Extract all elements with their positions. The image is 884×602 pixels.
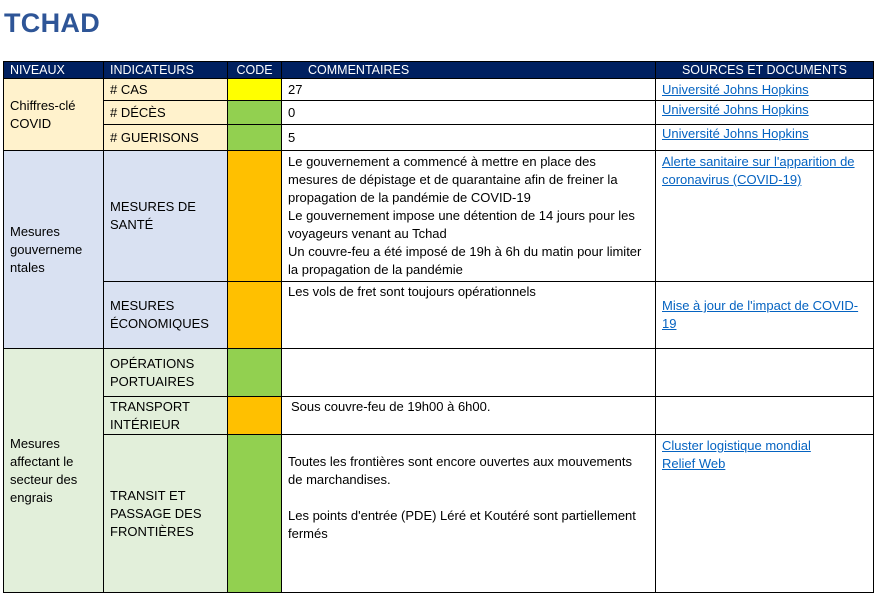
comment-spacer (288, 489, 649, 507)
comment-transport: Sous couvre-feu de 19h00 à 6h00. (282, 397, 656, 435)
source-ports (656, 349, 874, 397)
comment-health-2: Le gouvernement impose une détention de 14 jours pour les voyageurs venant au Tchad (288, 208, 635, 241)
code-transport (228, 397, 282, 435)
comment-economic: Les vols de fret sont toujours opérationnels (282, 282, 656, 349)
indicator-borders: TRANSIT ET PASSAGE DES FRONTIÈRES (104, 435, 228, 593)
table-row-health (4, 151, 874, 282)
indicator-deaths: # DÉCÈS (104, 101, 228, 125)
header-levels: NIVEAUX (4, 62, 104, 79)
code-ports (228, 349, 282, 397)
source-link-recoveries[interactable]: Université Johns Hopkins (662, 126, 809, 141)
comment-deaths: 0 (282, 101, 656, 125)
header-code: CODE (228, 62, 282, 79)
comment-borders-2: Les points d'entrée (PDE) Léré et Koutéré sont partiellement fermés (288, 508, 636, 541)
code-health (228, 151, 282, 282)
source-link-economic[interactable]: Mise à jour de l'impact de COVID-19 (662, 298, 859, 331)
comment-cases: 27 (282, 79, 656, 101)
table-row-recoveries (4, 125, 874, 151)
header-row (4, 62, 874, 79)
source-health (656, 151, 874, 282)
indicator-ports: OPÉRATIONS PORTUAIRES (104, 349, 228, 397)
indicator-cases: # CAS (104, 79, 228, 101)
header-sources: SOURCES ET DOCUMENTS (656, 62, 874, 79)
comment-health (282, 151, 656, 282)
comment-borders-1: Toutes les frontières sont encore ouvertes aux mouvements de marchandises. (288, 454, 632, 487)
header-comments: COMMENTAIRES (282, 62, 656, 79)
source-economic (656, 282, 874, 349)
header-indicators: INDICATEURS (104, 62, 228, 79)
table-row-economic (4, 282, 874, 349)
source-link-deaths[interactable]: Université Johns Hopkins (662, 102, 809, 117)
indicator-recoveries: # GUERISONS (104, 125, 228, 151)
comment-health-3: Un couvre-feu a été imposé de 19h à 6h du matin pour limiter la propagation de la pandémie (288, 244, 642, 277)
code-deaths (228, 101, 282, 125)
comment-borders (282, 435, 656, 593)
country-status-table (3, 61, 874, 593)
source-recoveries (656, 125, 874, 151)
code-cases (228, 79, 282, 101)
table-row-ports (4, 349, 874, 397)
level-covid: Chiffres-clé COVID (4, 79, 104, 151)
indicator-economic: MESURES ÉCONOMIQUES (104, 282, 228, 349)
comment-ports (282, 349, 656, 397)
source-cases (656, 79, 874, 101)
source-link-reliefweb[interactable]: Relief Web (662, 456, 726, 471)
table-row-deaths (4, 101, 874, 125)
source-deaths (656, 101, 874, 125)
source-link-logistics-cluster[interactable]: Cluster logistique mondial (662, 438, 811, 453)
table-row-borders (4, 435, 874, 593)
comment-recoveries: 5 (282, 125, 656, 151)
source-link-health[interactable]: Alerte sanitaire sur l'apparition de coronavirus (COVID-19) (662, 154, 855, 187)
source-transport (656, 397, 874, 435)
code-recoveries (228, 125, 282, 151)
indicator-transport: TRANSPORT INTÉRIEUR (104, 397, 228, 435)
table-row-transport (4, 397, 874, 435)
indicator-health: MESURES DE SANTÉ (104, 151, 228, 282)
source-link-cases[interactable]: Université Johns Hopkins (662, 81, 809, 97)
table-row-cases (4, 79, 874, 101)
comment-health-1: Le gouvernement a commencé à mettre en place des mesures de dépistage et de quarantaine afin de freiner la propagation de la pandémie de COVID-19 (288, 154, 618, 205)
code-borders (228, 435, 282, 593)
source-borders (656, 435, 874, 593)
level-trade: Mesures affectant le secteur des engrais (4, 349, 104, 593)
code-economic (228, 282, 282, 349)
level-gov: Mesures gouverneme ntales (4, 151, 104, 349)
page-title: TCHAD (4, 8, 100, 38)
